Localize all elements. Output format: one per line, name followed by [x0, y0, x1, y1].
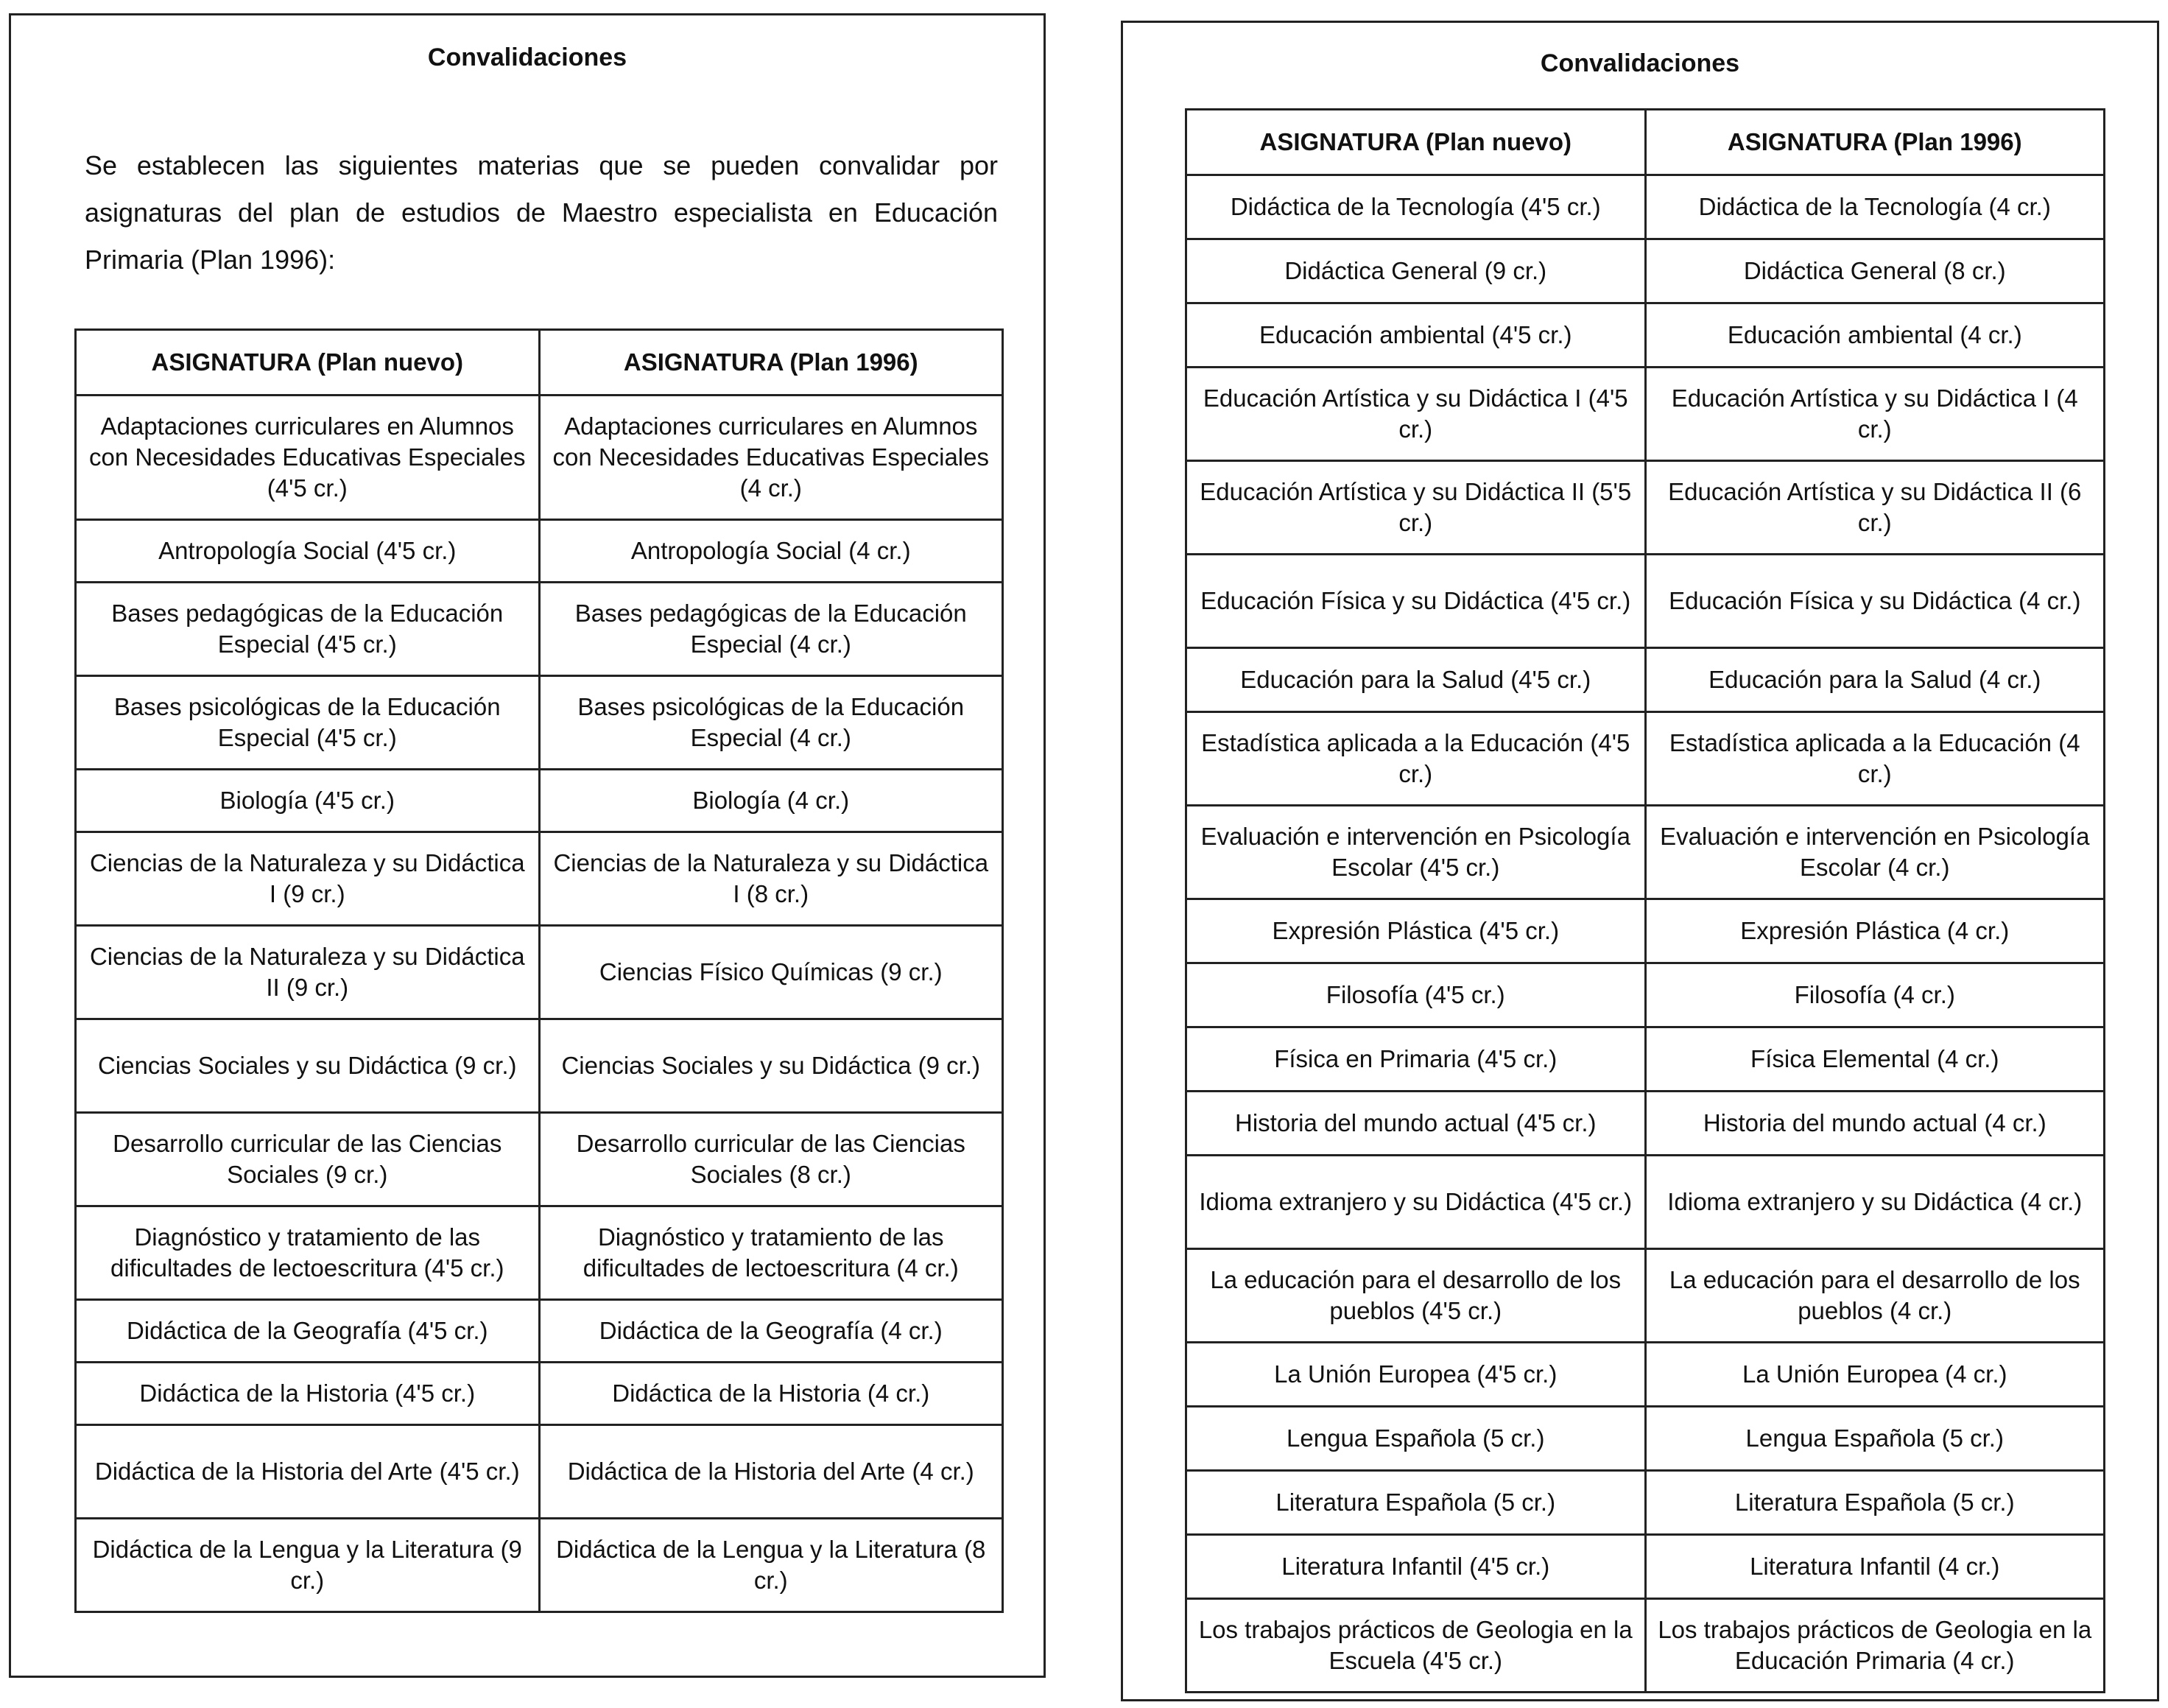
table-cell: Diagnóstico y tratamiento de las dificultades de lectoescritura (4 cr.)	[539, 1206, 1003, 1300]
column-header: ASIGNATURA (Plan nuevo)	[76, 330, 540, 396]
table-cell: Educación ambiental (4 cr.)	[1645, 303, 2105, 368]
table-row	[76, 1019, 1003, 1113]
table-cell: Historia del mundo actual (4 cr.)	[1645, 1092, 2105, 1156]
table-cell: Ciencias Sociales y su Didáctica (9 cr.)	[76, 1019, 540, 1113]
table-cell: Estadística aplicada a la Educación (4'5 cr.)	[1186, 712, 1646, 806]
table-cell: Educación para la Salud (4'5 cr.)	[1186, 648, 1646, 712]
table-row	[76, 770, 1003, 832]
table-row	[1186, 175, 2105, 239]
table-cell: Bases psicológicas de la Educación Especial (4 cr.)	[539, 676, 1003, 770]
table-cell: Didáctica de la Historia del Arte (4 cr.)	[539, 1425, 1003, 1519]
table-cell: Ciencias de la Naturaleza y su Didáctica I (9 cr.)	[76, 832, 540, 926]
table-row	[76, 520, 1003, 583]
table-cell: Adaptaciones curriculares en Alumnos con Necesidades Educativas Especiales (4'5 cr.)	[76, 396, 540, 520]
table-header-row	[1186, 110, 2105, 175]
convalidation-table	[1185, 108, 2105, 1693]
page-title: Convalidaciones	[427, 43, 627, 71]
table-cell: Los trabajos prácticos de Geologia en la Educación Primaria (4 cr.)	[1645, 1599, 2105, 1693]
table-row	[1186, 239, 2105, 303]
table-cell: Didáctica de la Tecnología (4 cr.)	[1645, 175, 2105, 239]
table-row	[1186, 648, 2105, 712]
table-row	[1186, 963, 2105, 1027]
table-cell: Desarrollo curricular de las Ciencias Sociales (9 cr.)	[76, 1113, 540, 1206]
table-cell: Diagnóstico y tratamiento de las dificultades de lectoescritura (4'5 cr.)	[76, 1206, 540, 1300]
table-row	[76, 676, 1003, 770]
table-cell: Didáctica General (8 cr.)	[1645, 239, 2105, 303]
table-row	[1186, 1407, 2105, 1471]
table-cell: Física en Primaria (4'5 cr.)	[1186, 1027, 1646, 1092]
column-header: ASIGNATURA (Plan 1996)	[1645, 110, 2105, 175]
table-row	[76, 1425, 1003, 1519]
table-header-row	[76, 330, 1003, 396]
table-cell: Educación ambiental (4'5 cr.)	[1186, 303, 1646, 368]
table-row	[76, 1113, 1003, 1206]
table-cell: Idioma extranjero y su Didáctica (4 cr.)	[1645, 1156, 2105, 1249]
table-cell: Didáctica de la Geografía (4 cr.)	[539, 1300, 1003, 1363]
table-cell: Didáctica de la Historia del Arte (4'5 cr.)	[76, 1425, 540, 1519]
table-cell: Antropología Social (4'5 cr.)	[76, 520, 540, 583]
left-page	[9, 13, 1046, 1678]
page-title: Convalidaciones	[1540, 49, 1740, 77]
table-row	[1186, 1471, 2105, 1535]
table-cell: Didáctica de la Historia (4 cr.)	[539, 1363, 1003, 1425]
table-row	[1186, 368, 2105, 461]
table-cell: Literatura Infantil (4'5 cr.)	[1186, 1535, 1646, 1599]
table-cell: Expresión Plástica (4'5 cr.)	[1186, 899, 1646, 963]
table-cell: Ciencias de la Naturaleza y su Didáctica I (8 cr.)	[539, 832, 1003, 926]
table-cell: La educación para el desarrollo de los pueblos (4 cr.)	[1645, 1249, 2105, 1343]
table-row	[1186, 1092, 2105, 1156]
table-cell: La Unión Europea (4'5 cr.)	[1186, 1343, 1646, 1407]
table-row	[76, 1206, 1003, 1300]
table-cell: Educación Artística y su Didáctica I (4'5 cr.)	[1186, 368, 1646, 461]
table-cell: Estadística aplicada a la Educación (4 cr.)	[1645, 712, 2105, 806]
table-row	[1186, 899, 2105, 963]
table-row	[76, 1363, 1003, 1425]
table-row	[1186, 1027, 2105, 1092]
right-page	[1121, 21, 2159, 1701]
table-cell: Educación para la Salud (4 cr.)	[1645, 648, 2105, 712]
table-row	[1186, 1599, 2105, 1693]
table-cell: Didáctica de la Geografía (4'5 cr.)	[76, 1300, 540, 1363]
table-cell: La educación para el desarrollo de los pueblos (4'5 cr.)	[1186, 1249, 1646, 1343]
table-row	[1186, 1535, 2105, 1599]
table-cell: Física Elemental (4 cr.)	[1645, 1027, 2105, 1092]
column-header: ASIGNATURA (Plan 1996)	[539, 330, 1003, 396]
table-cell: Antropología Social (4 cr.)	[539, 520, 1003, 583]
table-cell: Educación Artística y su Didáctica II (6 cr.)	[1645, 461, 2105, 555]
table-row	[76, 1519, 1003, 1612]
intro-paragraph: Se establecen las siguientes materias que se pueden convalidar por asignaturas del plan de estudios de Maestro especialista en Educación Primaria (Plan 1996):	[85, 150, 998, 275]
table-cell: Lengua Española (5 cr.)	[1186, 1407, 1646, 1471]
table-cell: Educación Artística y su Didáctica II (5'5 cr.)	[1186, 461, 1646, 555]
table-cell: La Unión Europea (4 cr.)	[1645, 1343, 2105, 1407]
table-row	[1186, 806, 2105, 899]
table-cell: Evaluación e intervención en Psicología Escolar (4'5 cr.)	[1186, 806, 1646, 899]
table-cell: Didáctica de la Lengua y la Literatura (9 cr.)	[76, 1519, 540, 1612]
table-cell: Educación Física y su Didáctica (4 cr.)	[1645, 555, 2105, 648]
table-cell: Ciencias Sociales y su Didáctica (9 cr.)	[539, 1019, 1003, 1113]
table-cell: Filosofía (4 cr.)	[1645, 963, 2105, 1027]
table-cell: Didáctica de la Historia (4'5 cr.)	[76, 1363, 540, 1425]
table-row	[1186, 712, 2105, 806]
table-row	[1186, 555, 2105, 648]
table-cell: Biología (4'5 cr.)	[76, 770, 540, 832]
table-row	[76, 396, 1003, 520]
table-row	[76, 1300, 1003, 1363]
table-cell: Idioma extranjero y su Didáctica (4'5 cr.)	[1186, 1156, 1646, 1249]
table-cell: Didáctica de la Lengua y la Literatura (8 cr.)	[539, 1519, 1003, 1612]
table-cell: Literatura Española (5 cr.)	[1645, 1471, 2105, 1535]
table-cell: Literatura Infantil (4 cr.)	[1645, 1535, 2105, 1599]
table-cell: Bases pedagógicas de la Educación Especial (4 cr.)	[539, 583, 1003, 676]
table-cell: Los trabajos prácticos de Geologia en la Escuela (4'5 cr.)	[1186, 1599, 1646, 1693]
table-row	[76, 832, 1003, 926]
table-cell: Filosofía (4'5 cr.)	[1186, 963, 1646, 1027]
table-cell: Educación Física y su Didáctica (4'5 cr.)	[1186, 555, 1646, 648]
table-cell: Bases psicológicas de la Educación Especial (4'5 cr.)	[76, 676, 540, 770]
convalidation-table	[74, 328, 1004, 1613]
table-row	[76, 926, 1003, 1019]
table-cell: Desarrollo curricular de las Ciencias Sociales (8 cr.)	[539, 1113, 1003, 1206]
table-cell: Evaluación e intervención en Psicología Escolar (4 cr.)	[1645, 806, 2105, 899]
table-row	[1186, 303, 2105, 368]
table-cell: Didáctica General (9 cr.)	[1186, 239, 1646, 303]
table-cell: Literatura Española (5 cr.)	[1186, 1471, 1646, 1535]
table-row	[1186, 1343, 2105, 1407]
table-cell: Historia del mundo actual (4'5 cr.)	[1186, 1092, 1646, 1156]
table-cell: Adaptaciones curriculares en Alumnos con Necesidades Educativas Especiales (4 cr.)	[539, 396, 1003, 520]
table-row	[1186, 1249, 2105, 1343]
table-row	[1186, 1156, 2105, 1249]
table-cell: Biología (4 cr.)	[539, 770, 1003, 832]
table-row	[1186, 461, 2105, 555]
table-cell: Expresión Plástica (4 cr.)	[1645, 899, 2105, 963]
table-row	[76, 583, 1003, 676]
column-header: ASIGNATURA (Plan nuevo)	[1186, 110, 1646, 175]
table-cell: Didáctica de la Tecnología (4'5 cr.)	[1186, 175, 1646, 239]
table-cell: Bases pedagógicas de la Educación Especial (4'5 cr.)	[76, 583, 540, 676]
table-cell: Educación Artística y su Didáctica I (4 cr.)	[1645, 368, 2105, 461]
table-cell: Ciencias Físico Químicas (9 cr.)	[539, 926, 1003, 1019]
table-cell: Lengua Española (5 cr.)	[1645, 1407, 2105, 1471]
table-cell: Ciencias de la Naturaleza y su Didáctica II (9 cr.)	[76, 926, 540, 1019]
